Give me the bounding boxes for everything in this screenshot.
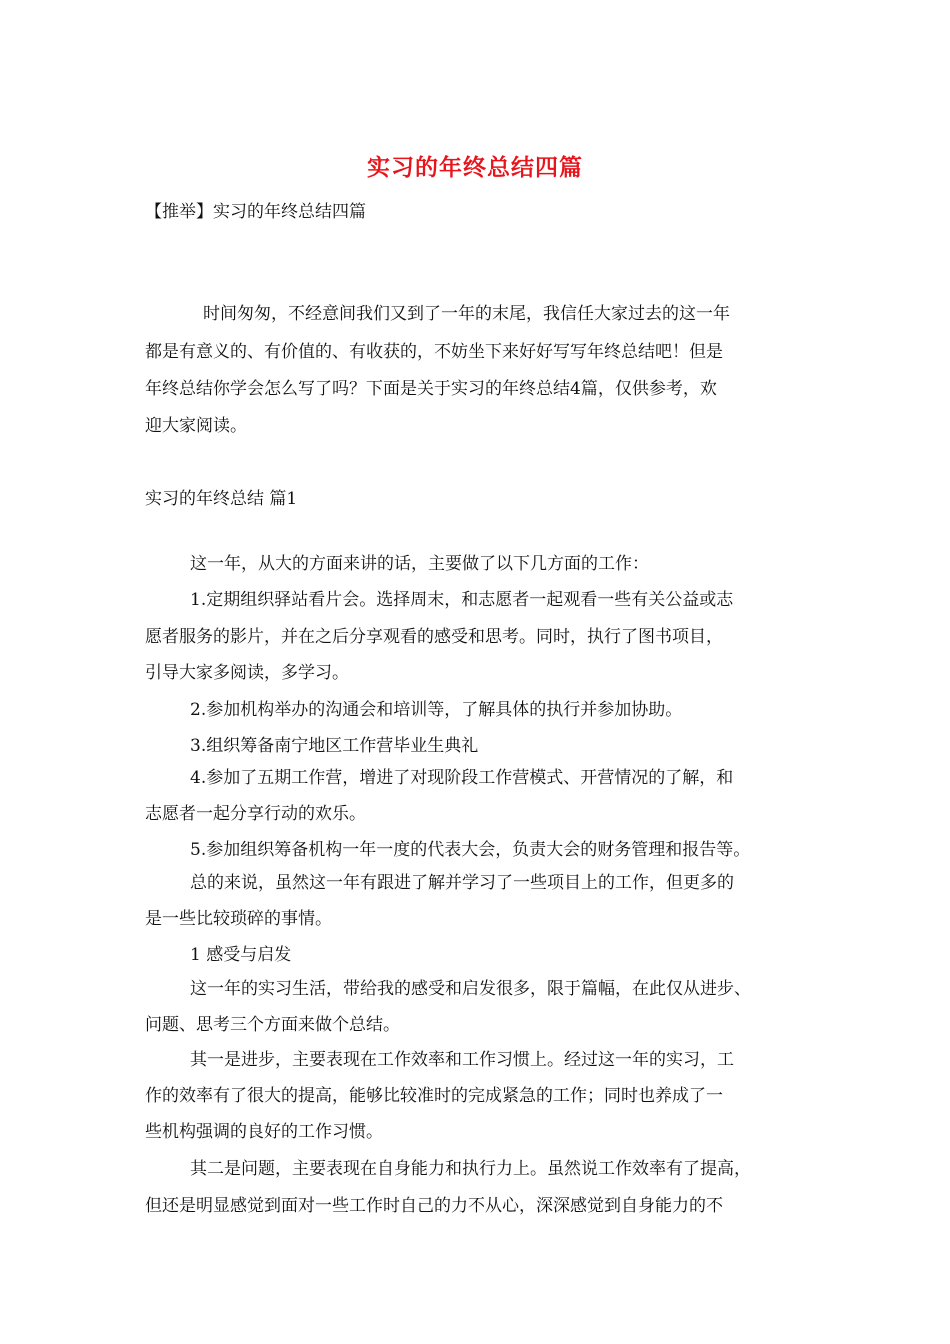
body-line: 4.参加了五期工作营，增进了对现阶段工作营模式、开营情况的了解，和 — [190, 768, 734, 788]
body-line: 作的效率有了很大的提高，能够比较准时的完成紧急的工作；同时也养成了一 — [145, 1086, 723, 1106]
body-line: 3.组织筹备南宁地区工作营毕业生典礼 — [190, 736, 479, 756]
body-line: 总的来说，虽然这一年有跟进了解并学习了一些项目上的工作，但更多的 — [190, 873, 734, 893]
body-line: 2.参加机构举办的沟通会和培训等，了解具体的执行并参加协助。 — [190, 700, 683, 720]
intro-line: 年终总结你学会怎么写了吗？下面是关于实习的年终总结4篇，仅供参考，欢 — [145, 379, 717, 399]
body-line: 问题、思考三个方面来做个总结。 — [145, 1015, 400, 1035]
intro-line: 时间匆匆，不经意间我们又到了一年的末尾，我信任大家过去的这一年 — [203, 304, 730, 324]
body-line: 愿者服务的影片，并在之后分享观看的感受和思考。同时，执行了图书项目， — [145, 627, 723, 647]
body-line: 其二是问题，主要表现在自身能力和执行力上。虽然说工作效率有了提高， — [190, 1159, 751, 1179]
body-line: 这一年的实习生活，带给我的感受和启发很多，限于篇幅，在此仅从进步、 — [190, 979, 751, 999]
body-line: 但还是明显感觉到面对一些工作时自己的力不从心，深深感觉到自身能力的不 — [145, 1196, 723, 1216]
document-subtitle: 【推举】实习的年终总结四篇 — [145, 202, 366, 222]
section-heading: 实习的年终总结 篇1 — [145, 489, 298, 509]
body-line: 5.参加组织筹备机构一年一度的代表大会，负责大会的财务管理和报告等。 — [190, 840, 751, 860]
body-line: 是一些比较琐碎的事情。 — [145, 909, 332, 929]
body-line: 1 感受与启发 — [190, 945, 292, 965]
intro-line: 迎大家阅读。 — [145, 416, 247, 436]
body-line: 其一是进步，主要表现在工作效率和工作习惯上。经过这一年的实习，工 — [190, 1050, 734, 1070]
document-title: 实习的年终总结四篇 — [367, 154, 583, 181]
body-line: 引导大家多阅读，多学习。 — [145, 663, 349, 683]
body-line: 志愿者一起分享行动的欢乐。 — [145, 804, 366, 824]
body-line: 1.定期组织驿站看片会。选择周末，和志愿者一起观看一些有关公益或志 — [190, 590, 734, 610]
intro-line: 都是有意义的、有价值的、有收获的，不妨坐下来好好写写年终总结吧！但是 — [145, 342, 723, 362]
body-line: 这一年，从大的方面来讲的话，主要做了以下几方面的工作： — [190, 554, 649, 574]
body-line: 些机构强调的良好的工作习惯。 — [145, 1122, 383, 1142]
